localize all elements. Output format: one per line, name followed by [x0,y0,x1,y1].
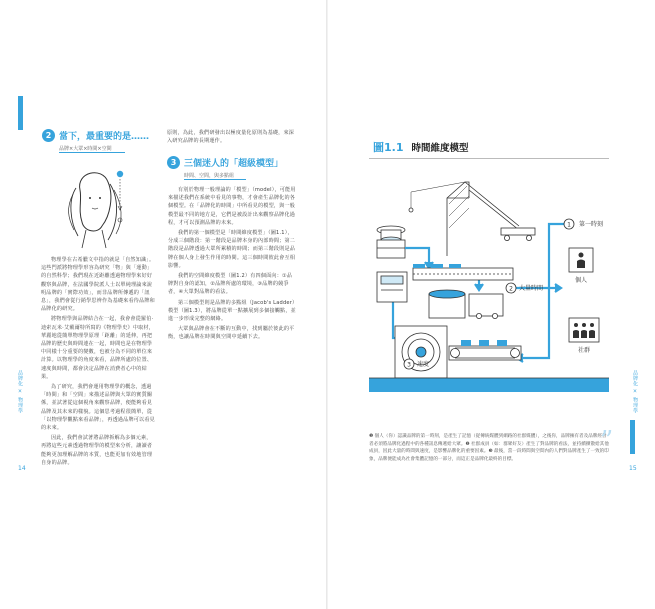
section-number-2: 3 [167,156,180,169]
figure-caption: ❶ 個人（你）認識品牌的第一時刻，是產生了記憶（從傳統媒體到網路的社群媒體），之後你，品牌擁有者及品牌經營者必須將品牌化過程中的各種訊息傳遞給大眾。❷ 社群成員（如：群眾好友）產生了對品牌的看法，並持續擴散給其他成員，因此大量的時間與速度，是影響品牌化的重要因素。❸ 最後，當一段時間與空間內的人們對品牌產生了一致的印象，品牌便能成為社會集體記憶的一部分，而這正是品牌化最終的目標。 [369,434,609,462]
paragraph: 有別於物理一般理論的「模型」（model），可能用來描述我們在系統中看見的事物，才會產生品牌化的各個模型。在「品牌化的時間」中所看見的模型，與一般模型最不同的地方是，它們是被設計出來觀察品牌化過程，才可以預測品牌的未來。 [168,187,296,226]
section-subtitle-1: 品牌×大眾×時間×空間 [59,146,112,152]
speed-marker [404,359,414,369]
press-machine [377,226,405,258]
figure-rule [369,158,609,159]
svg-text:2: 2 [509,285,513,293]
paragraph: 我們的第一個模型是「時間維度模型」（圖1.1），分成三個階段：第一階段是品牌本身的內部時間；第二階段是品牌透過大眾所累積的時間；而第三階段則是品牌在個人身上發生作用的時間。這三個時間彼此會互相影響。 [168,230,296,269]
section-subtitle-2: 時間、空間，與多點組 [184,173,235,179]
svg-text:1: 1 [567,221,571,229]
section-title-2: 三個迷人的「超級模型」 [184,159,284,169]
label-speed: 速度 [417,361,430,368]
figure-heading [373,139,469,155]
scientist-portrait-illustration [58,160,130,250]
paragraph: 大眾與品牌會在不斷的互動中，找到屬於彼此的平衡，也讓品牌在時間與空間中延續下去。 [168,326,295,341]
paragraph: 為了研究，我們會運用物理學的概念，透過「時間」和「空間」來描述品牌與大眾的實質關係，並試著從這個視角來觀察品牌，便能夠看見品牌及其未來的樣貌。這個思考過程很簡單，從「以物理學觀點來看品牌」，再透過品牌可以看見的未來。 [41,384,155,432]
society-icon [569,318,599,342]
section-heading-1 [42,129,149,142]
right-column-text [168,186,296,562]
paragraph: 原則，為此，我們研發出以極度量化原則為基礎，來深入研究品牌的長期運作。 [167,130,295,145]
figure-label: 圖1.1 [373,141,404,154]
left-page [0,0,327,609]
right-page-number: 15 [629,465,637,472]
right-side-label: 品牌化 × 物理學 [632,370,638,414]
label-mass-time: 大量時間 [519,285,544,292]
crane-illustration [409,182,535,256]
section-number-1: 2 [42,129,55,142]
svg-text:3: 3 [407,361,411,369]
left-side-label: 品牌化 × 物理學 [17,370,23,414]
paragraph: 因此，我們會試著將品牌拆解為多個元素，再將這些元素透過物理學的模型來分析，讓讀者能夠更加理解品牌的本質，也能更加有效地管理自身的品牌。 [41,435,153,466]
mass-time-marker [506,283,516,293]
paragraph: 將物理學與品牌結合在一起，我會會從羅伯·迪索瓦米·艾戴爾特所寫的《物理學史》中取材，華麗地從簡單物理學原理「距離」的延伸，再把品牌的歷史與時間連在一起，時間也是在物理學中同樣十分重要的變數，也被分為不同的單位來計算。以物理學的角度來看，品牌所處的位置、速度與時間，都會決定品牌在消費者心中的結果。 [41,316,154,380]
label-first-moment: 第一時刻 [579,221,604,228]
section-title-1: 當下，最重要的是…… [59,132,150,142]
figure-title: 時間維度模型 [411,143,469,154]
section-heading-2 [167,156,283,169]
left-page-number: 14 [18,465,26,472]
page-tab-marker [630,420,635,454]
first-moment-marker [564,219,574,229]
conveyor-machine [377,264,513,319]
time-dimension-diagram [369,168,614,418]
label-society: 社群 [577,347,591,354]
quote-mark-icon: ” [600,426,614,456]
label-individual: 個人 [574,277,588,284]
right-column-top-text [167,129,295,147]
falling-apple-icon [117,171,123,177]
section-rule-2 [184,179,246,180]
section-rule-1 [59,152,125,153]
left-column-text [41,256,155,546]
individual-icon [569,248,593,272]
page-tab-marker [18,96,23,130]
paragraph: 第三個模型則是品牌的多點組（Jacob's Ladder）模型（圖1.3），將品牌從單一點擴展到多個接觸點，並進一步形成完整的網絡。 [168,299,296,323]
paragraph: 物理學在古希臘文中指的就是「自然知識」。這些門派將物理學形容為研究「物」與「運動」的自然科學；我們現在近距離透過物理學來好好觀察與品牌，在法國學院派人士以單純理論來說明品牌的「實際功效」，而非品牌所傳遞的「訊息」，我們會從行銷學思辨作為基礎來看待品牌和品牌化的研究。 [41,257,155,313]
paragraph: 我們的空間維度模型（圖1.2）有四個面向：①品牌對自身的認知，②品牌所處的環境，③品牌的競爭者，④大眾對品牌的看法。 [168,273,293,296]
